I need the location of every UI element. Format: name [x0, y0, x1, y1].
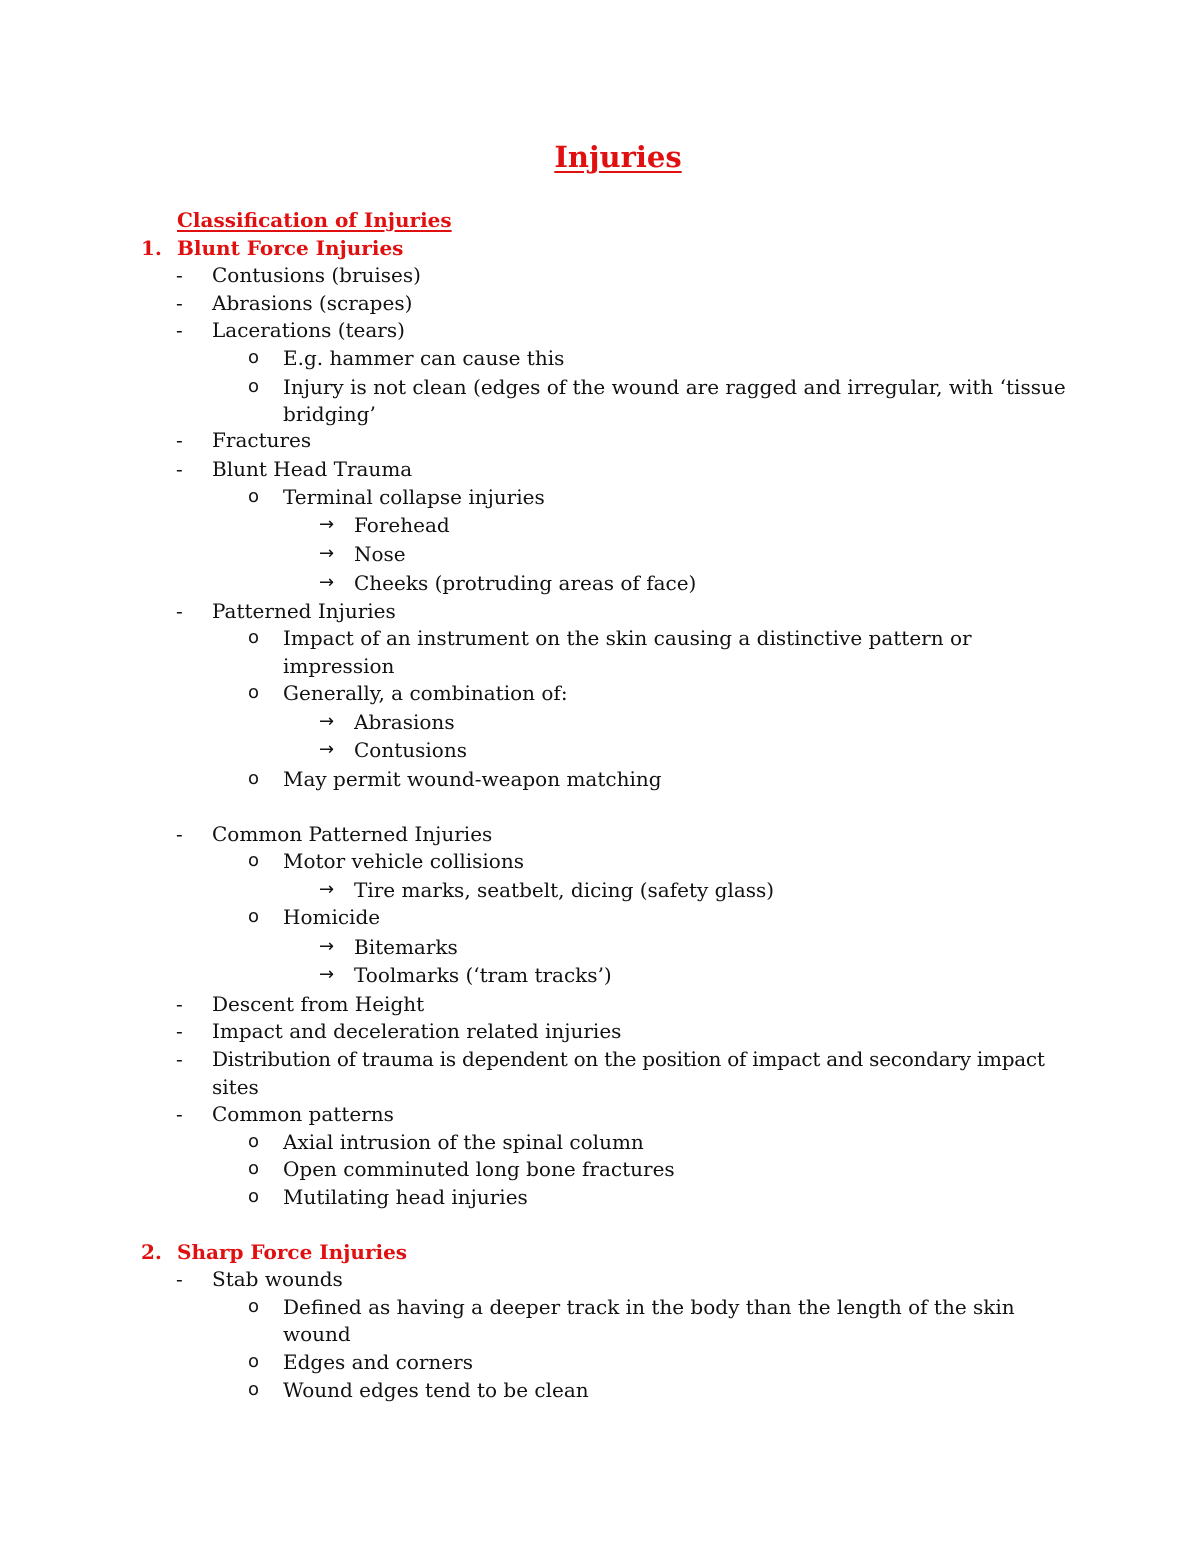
arrow-icon: →	[319, 936, 335, 957]
bullet-marker: o	[248, 1186, 260, 1207]
list-item-continuation: sites	[212, 1075, 259, 1099]
list-item-text: Open comminuted long bone fractures	[283, 1157, 675, 1181]
bullet-marker: o	[248, 850, 260, 871]
arrow-icon: →	[319, 964, 335, 985]
bullet-marker: o	[248, 486, 260, 507]
list-item-text: Defined as having a deeper track in the body than the length of the skin	[283, 1295, 1015, 1319]
bullet-marker: o	[248, 1296, 260, 1317]
list-item-text: Distribution of trauma is dependent on the position of impact and secondary impact	[212, 1047, 1045, 1071]
list-item-text: Descent from Height	[212, 992, 425, 1016]
arrow-icon: →	[319, 514, 335, 535]
list-item-text: Injury is not clean (edges of the wound are ragged and irregular, with ‘tissue	[283, 375, 1066, 399]
list-item-text: Wound edges tend to be clean	[283, 1378, 589, 1402]
arrow-icon: →	[319, 543, 335, 564]
arrow-icon: →	[319, 739, 335, 760]
dash-marker: -	[176, 318, 183, 342]
list-item-text: Tire marks, seatbelt, dicing (safety glass)	[354, 878, 775, 902]
list-item-text: Stab wounds	[212, 1267, 343, 1291]
dash-marker: -	[176, 291, 183, 315]
list-item-text: Contusions	[354, 738, 467, 762]
section-2-heading: Sharp Force Injuries	[177, 1240, 408, 1264]
list-item-text: Generally, a combination of:	[283, 681, 568, 705]
dash-marker: -	[176, 1019, 183, 1043]
list-item-text: Common patterns	[212, 1102, 394, 1126]
list-item-text: Forehead	[354, 513, 450, 537]
list-item-text: Impact of an instrument on the skin causing a distinctive pattern or	[283, 626, 972, 650]
list-item-text: Lacerations (tears)	[212, 318, 405, 342]
dash-marker: -	[176, 992, 183, 1016]
list-item-text: Patterned Injuries	[212, 599, 396, 623]
bullet-marker: o	[248, 347, 260, 368]
bullet-marker: o	[248, 768, 260, 789]
dash-marker: -	[176, 428, 183, 452]
dash-marker: -	[176, 599, 183, 623]
list-item-continuation: wound	[283, 1322, 351, 1346]
dash-marker: -	[176, 822, 183, 846]
bullet-marker: o	[248, 906, 260, 927]
section-1-number: 1.	[141, 236, 162, 260]
section-2-number: 2.	[141, 1240, 162, 1264]
bullet-marker: o	[248, 1158, 260, 1179]
list-item-text: Nose	[354, 542, 406, 566]
list-item-continuation: impression	[283, 654, 395, 678]
dash-marker: -	[176, 457, 183, 481]
list-item-continuation: bridging’	[283, 402, 376, 426]
classification-heading: Classification of Injuries	[177, 208, 452, 232]
dash-marker: -	[176, 1102, 183, 1126]
list-item-text: May permit wound-weapon matching	[283, 767, 662, 791]
list-item-text: Homicide	[283, 905, 381, 929]
list-item-text: Mutilating head injuries	[283, 1185, 528, 1209]
section-1-heading: Blunt Force Injuries	[177, 236, 404, 260]
list-item-text: Fractures	[212, 428, 312, 452]
bullet-marker: o	[248, 1351, 260, 1372]
list-item-text: Common Patterned Injuries	[212, 822, 493, 846]
list-item-text: Impact and deceleration related injuries	[212, 1019, 622, 1043]
list-item-text: Toolmarks (‘tram tracks’)	[354, 963, 612, 987]
dash-marker: -	[176, 1267, 183, 1291]
bullet-marker: o	[248, 627, 260, 648]
list-item-text: E.g. hammer can cause this	[283, 346, 565, 370]
bullet-marker: o	[248, 682, 260, 703]
bullet-marker: o	[248, 376, 260, 397]
arrow-icon: →	[319, 572, 335, 593]
list-item-text: Blunt Head Trauma	[212, 457, 413, 481]
list-item-text: Abrasions	[354, 710, 455, 734]
list-item-text: Cheeks (protruding areas of face)	[354, 571, 697, 595]
page-title: Injuries	[554, 140, 682, 174]
arrow-icon: →	[319, 711, 335, 732]
list-item-text: Axial intrusion of the spinal column	[283, 1130, 644, 1154]
list-item-text: Terminal collapse injuries	[283, 485, 545, 509]
bullet-marker: o	[248, 1131, 260, 1152]
list-item-text: Motor vehicle collisions	[283, 849, 524, 873]
arrow-icon: →	[319, 879, 335, 900]
list-item-text: Bitemarks	[354, 935, 458, 959]
list-item-text: Contusions (bruises)	[212, 263, 421, 287]
bullet-marker: o	[248, 1379, 260, 1400]
list-item-text: Edges and corners	[283, 1350, 473, 1374]
list-item-text: Abrasions (scrapes)	[212, 291, 413, 315]
dash-marker: -	[176, 1047, 183, 1071]
dash-marker: -	[176, 263, 183, 287]
